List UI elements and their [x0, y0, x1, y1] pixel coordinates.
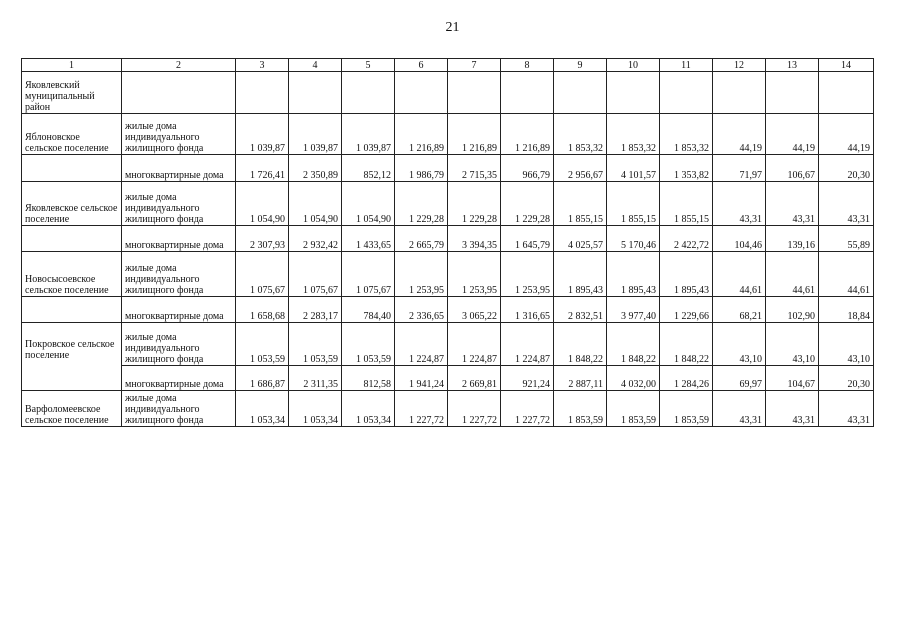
- value-cell: 1 224,87: [501, 323, 554, 366]
- housing-type-cell: жилые дома индивидуального жилищного фонда: [122, 252, 236, 297]
- column-header: 14: [819, 59, 874, 72]
- value-cell: 55,89: [819, 226, 874, 252]
- value-cell: 1 054,90: [289, 182, 342, 226]
- municipality-cell: Варфоломеевское сельское поселение: [22, 391, 122, 427]
- housing-type-cell: [122, 72, 236, 114]
- municipality-cell: Новосысоевское сельское поселение: [22, 252, 122, 297]
- value-cell: [766, 72, 819, 114]
- value-cell: 2 422,72: [660, 226, 713, 252]
- value-cell: 1 895,43: [660, 252, 713, 297]
- value-cell: 1 353,82: [660, 155, 713, 182]
- municipality-cell: Яблоновское сельское поселение: [22, 114, 122, 155]
- table-body: [22, 59, 874, 427]
- value-cell: 43,10: [713, 323, 766, 366]
- value-cell: 1 853,32: [607, 114, 660, 155]
- value-cell: 1 053,59: [342, 323, 395, 366]
- value-cell: 2 715,35: [448, 155, 501, 182]
- value-cell: 4 025,57: [554, 226, 607, 252]
- column-header: 12: [713, 59, 766, 72]
- table-row: [22, 155, 874, 182]
- value-cell: 1 316,65: [501, 297, 554, 323]
- value-cell: 43,31: [713, 391, 766, 427]
- value-cell: 1 284,26: [660, 366, 713, 391]
- value-cell: 1 229,66: [660, 297, 713, 323]
- value-cell: 44,19: [713, 114, 766, 155]
- column-header: 7: [448, 59, 501, 72]
- value-cell: 1 229,28: [448, 182, 501, 226]
- municipality-cell: [22, 155, 122, 182]
- value-cell: 1 848,22: [607, 323, 660, 366]
- value-cell: 4 032,00: [607, 366, 660, 391]
- tariff-table: [21, 58, 874, 427]
- table-row: [22, 72, 874, 114]
- value-cell: 1 855,15: [554, 182, 607, 226]
- table-row: [22, 323, 874, 366]
- value-cell: 1 075,67: [289, 252, 342, 297]
- value-cell: 20,30: [819, 366, 874, 391]
- value-cell: 43,10: [766, 323, 819, 366]
- value-cell: 43,31: [819, 182, 874, 226]
- value-cell: 1 053,34: [342, 391, 395, 427]
- value-cell: 5 170,46: [607, 226, 660, 252]
- value-cell: [554, 72, 607, 114]
- column-header: 10: [607, 59, 660, 72]
- housing-type-cell: многоквартирные дома: [122, 226, 236, 252]
- table-row: [22, 366, 874, 391]
- value-cell: [501, 72, 554, 114]
- value-cell: 1 855,15: [660, 182, 713, 226]
- value-cell: 3 394,35: [448, 226, 501, 252]
- value-cell: 44,61: [766, 252, 819, 297]
- value-cell: 43,31: [819, 391, 874, 427]
- value-cell: 4 101,57: [607, 155, 660, 182]
- table-row: [22, 114, 874, 155]
- column-header: 8: [501, 59, 554, 72]
- value-cell: 1 216,89: [395, 114, 448, 155]
- value-cell: 2 283,17: [289, 297, 342, 323]
- value-cell: [289, 72, 342, 114]
- value-cell: 69,97: [713, 366, 766, 391]
- page-number: 21: [445, 20, 460, 35]
- value-cell: 2 336,65: [395, 297, 448, 323]
- value-cell: 1 853,59: [660, 391, 713, 427]
- value-cell: [236, 72, 289, 114]
- value-cell: 43,31: [766, 182, 819, 226]
- housing-type-cell: жилые дома индивидуального жилищного фонда: [122, 114, 236, 155]
- value-cell: 1 986,79: [395, 155, 448, 182]
- value-cell: 1 227,72: [395, 391, 448, 427]
- value-cell: 1 853,59: [554, 391, 607, 427]
- value-cell: 1 053,59: [289, 323, 342, 366]
- column-header: 3: [236, 59, 289, 72]
- municipality-cell: [22, 297, 122, 323]
- value-cell: 1 848,22: [660, 323, 713, 366]
- value-cell: 43,31: [766, 391, 819, 427]
- value-cell: [607, 72, 660, 114]
- value-cell: [395, 72, 448, 114]
- column-header: 5: [342, 59, 395, 72]
- value-cell: 1 053,34: [236, 391, 289, 427]
- value-cell: 1 054,90: [342, 182, 395, 226]
- value-cell: 3 977,40: [607, 297, 660, 323]
- value-cell: 1 895,43: [554, 252, 607, 297]
- table-row: [22, 297, 874, 323]
- housing-type-cell: многоквартирные дома: [122, 155, 236, 182]
- table-row: [22, 252, 874, 297]
- value-cell: 1 645,79: [501, 226, 554, 252]
- value-cell: 1 853,32: [554, 114, 607, 155]
- value-cell: 1 224,87: [395, 323, 448, 366]
- value-cell: 784,40: [342, 297, 395, 323]
- value-cell: 1 253,95: [395, 252, 448, 297]
- value-cell: 2 832,51: [554, 297, 607, 323]
- value-cell: 43,31: [713, 182, 766, 226]
- header-row: [22, 59, 874, 72]
- column-header: 2: [122, 59, 236, 72]
- value-cell: 2 311,35: [289, 366, 342, 391]
- value-cell: 44,61: [713, 252, 766, 297]
- value-cell: 2 887,11: [554, 366, 607, 391]
- housing-type-cell: многоквартирные дома: [122, 297, 236, 323]
- value-cell: 1 054,90: [236, 182, 289, 226]
- column-header: 1: [22, 59, 122, 72]
- value-cell: [713, 72, 766, 114]
- table-row: [22, 391, 874, 427]
- column-header: 11: [660, 59, 713, 72]
- value-cell: 104,67: [766, 366, 819, 391]
- value-cell: 1 227,72: [448, 391, 501, 427]
- municipality-cell: [22, 226, 122, 252]
- value-cell: 1 658,68: [236, 297, 289, 323]
- value-cell: 1 726,41: [236, 155, 289, 182]
- value-cell: 1 253,95: [448, 252, 501, 297]
- value-cell: [660, 72, 713, 114]
- value-cell: 18,84: [819, 297, 874, 323]
- municipality-cell: Яковлевское сельское поселение: [22, 182, 122, 226]
- value-cell: 1 433,65: [342, 226, 395, 252]
- value-cell: 2 956,67: [554, 155, 607, 182]
- column-header: 13: [766, 59, 819, 72]
- value-cell: 1 224,87: [448, 323, 501, 366]
- value-cell: 20,30: [819, 155, 874, 182]
- value-cell: 812,58: [342, 366, 395, 391]
- value-cell: 43,10: [819, 323, 874, 366]
- value-cell: 2 665,79: [395, 226, 448, 252]
- value-cell: 68,21: [713, 297, 766, 323]
- value-cell: 2 350,89: [289, 155, 342, 182]
- value-cell: [448, 72, 501, 114]
- value-cell: 1 039,87: [236, 114, 289, 155]
- housing-type-cell: жилые дома индивидуального жилищного фонда: [122, 391, 236, 427]
- value-cell: 921,24: [501, 366, 554, 391]
- value-cell: 1 053,59: [236, 323, 289, 366]
- value-cell: 1 253,95: [501, 252, 554, 297]
- value-cell: [819, 72, 874, 114]
- value-cell: 1 227,72: [501, 391, 554, 427]
- housing-type-cell: жилые дома индивидуального жилищного фонда: [122, 182, 236, 226]
- value-cell: 1 216,89: [501, 114, 554, 155]
- value-cell: 1 855,15: [607, 182, 660, 226]
- housing-type-cell: многоквартирные дома: [122, 366, 236, 391]
- value-cell: 2 669,81: [448, 366, 501, 391]
- housing-type-cell: жилые дома индивидуального жилищного фонда: [122, 323, 236, 366]
- value-cell: 44,19: [766, 114, 819, 155]
- value-cell: 2 932,42: [289, 226, 342, 252]
- value-cell: 102,90: [766, 297, 819, 323]
- value-cell: 139,16: [766, 226, 819, 252]
- value-cell: 3 065,22: [448, 297, 501, 323]
- value-cell: 1 686,87: [236, 366, 289, 391]
- value-cell: 1 053,34: [289, 391, 342, 427]
- value-cell: 1 075,67: [236, 252, 289, 297]
- value-cell: 44,61: [819, 252, 874, 297]
- value-cell: 1 229,28: [501, 182, 554, 226]
- value-cell: 1 216,89: [448, 114, 501, 155]
- value-cell: 104,46: [713, 226, 766, 252]
- value-cell: [342, 72, 395, 114]
- value-cell: 1 941,24: [395, 366, 448, 391]
- value-cell: 44,19: [819, 114, 874, 155]
- value-cell: 1 895,43: [607, 252, 660, 297]
- value-cell: 106,67: [766, 155, 819, 182]
- value-cell: 966,79: [501, 155, 554, 182]
- value-cell: 1 075,67: [342, 252, 395, 297]
- value-cell: 1 853,59: [607, 391, 660, 427]
- value-cell: 1 848,22: [554, 323, 607, 366]
- municipality-cell: Яковлевский муниципальный район: [22, 72, 122, 114]
- municipality-cell: Покровское сельское поселение: [22, 323, 122, 391]
- value-cell: 1 039,87: [289, 114, 342, 155]
- value-cell: 71,97: [713, 155, 766, 182]
- column-header: 6: [395, 59, 448, 72]
- value-cell: 1 229,28: [395, 182, 448, 226]
- table-row: [22, 182, 874, 226]
- column-header: 9: [554, 59, 607, 72]
- column-header: 4: [289, 59, 342, 72]
- table-row: [22, 226, 874, 252]
- value-cell: 1 039,87: [342, 114, 395, 155]
- value-cell: 2 307,93: [236, 226, 289, 252]
- value-cell: 1 853,32: [660, 114, 713, 155]
- value-cell: 852,12: [342, 155, 395, 182]
